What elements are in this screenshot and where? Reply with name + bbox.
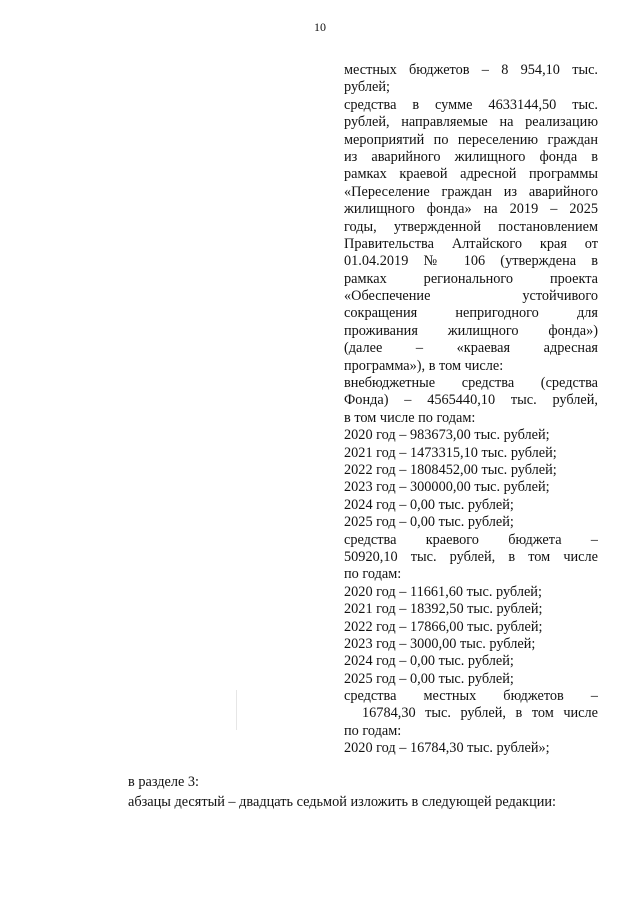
text-line: жилищного фонда» на 2019 – 2025 <box>344 201 598 218</box>
page-number: 10 <box>314 20 326 34</box>
text-line: рублей, направляемые на реализацию <box>344 114 598 131</box>
text-line: 01.04.2019 № 106 (утверждена в <box>344 253 598 270</box>
text-line: в том числе по годам: <box>344 409 476 426</box>
text-line: 2021 год – 18392,50 тыс. рублей; <box>344 601 543 618</box>
text-line: «Переселение граждан из аварийного <box>344 183 598 200</box>
text-line: Правительства Алтайского края от <box>344 235 598 252</box>
text-line: рамках краевой адресной программы <box>344 166 598 183</box>
text-line: средства в сумме 4633144,50 тыс. <box>344 96 598 113</box>
text-line: 2022 год – 1808452,00 тыс. рублей; <box>344 461 557 478</box>
text-line: из аварийного жилищного фонда в <box>344 148 598 165</box>
text-line: по годам: <box>344 566 402 583</box>
text-line: 50920,10 тыс. рублей, в том числе <box>344 548 598 565</box>
text-line: 2024 год – 0,00 тыс. рублей; <box>344 653 514 670</box>
edit-instruction: абзацы десятый – двадцать седьмой изложить в следующей редакции: <box>128 794 556 810</box>
text-line: сокращения непригодного для <box>344 305 598 322</box>
text-line: 2021 год – 1473315,10 тыс. рублей; <box>344 444 557 461</box>
text-line: 2023 год – 300000,00 тыс. рублей; <box>344 479 550 496</box>
text-line: (далее – «краевая адресная <box>344 340 598 357</box>
text-line: местных бюджетов – 8 954,10 тыс. <box>344 62 598 78</box>
text-line: рамках регионального проекта <box>344 270 598 287</box>
text-line: 2024 год – 0,00 тыс. рублей; <box>344 496 514 513</box>
text-line: годы, утвержденной постановлением <box>344 218 598 235</box>
text-line: проживания жилищного фонда») <box>344 322 598 339</box>
text-line: Фонда) – 4565440,10 тыс. рублей, <box>344 392 598 409</box>
text-line: 2020 год – 983673,00 тыс. рублей; <box>344 427 550 444</box>
text-line: средства местных бюджетов – <box>344 688 598 705</box>
text-line: программа»), в том числе: <box>344 357 504 374</box>
text-line: 2025 год – 0,00 тыс. рублей; <box>344 514 514 531</box>
text-line: 2022 год – 17866,00 тыс. рублей; <box>344 618 543 635</box>
section-heading: в разделе 3: <box>128 774 200 790</box>
bottom-paragraphs <box>128 774 556 814</box>
text-line: 2023 год – 3000,00 тыс. рублей; <box>344 635 536 652</box>
text-line: 2025 год – 0,00 тыс. рублей; <box>344 670 514 687</box>
scan-artifact <box>236 690 237 730</box>
text-line: 16784,30 тыс. рублей, в том числе <box>362 705 598 722</box>
text-line: 2020 год – 11661,60 тыс. рублей; <box>344 583 542 600</box>
text-line: «Обеспечение устойчивого <box>344 288 598 305</box>
text-line: мероприятий по переселению граждан <box>344 131 598 148</box>
text-line: по годам: <box>344 722 402 739</box>
text-line: средства краевого бюджета – <box>344 531 598 548</box>
text-line: внебюджетные средства (средства <box>344 375 598 392</box>
text-line: рублей; <box>344 79 390 96</box>
right-column-text <box>344 62 598 758</box>
text-line: 2020 год – 16784,30 тыс. рублей»; <box>344 740 550 757</box>
